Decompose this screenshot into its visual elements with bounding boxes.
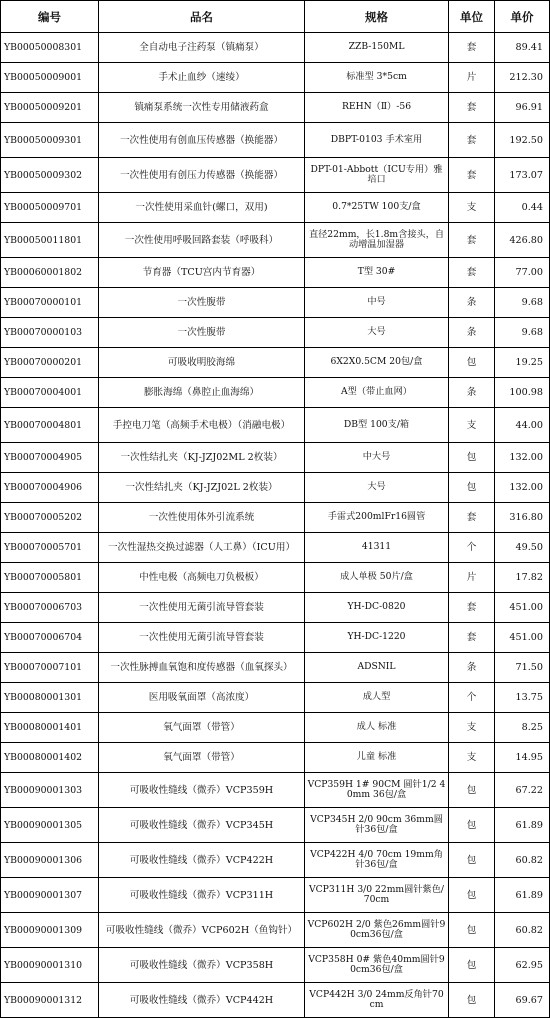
cell-unit: 套 [449, 503, 495, 533]
cell-price: 67.22 [495, 773, 550, 808]
cell-spec: 成人 标准 [305, 713, 449, 743]
cell-price: 132.00 [495, 473, 550, 503]
table-row [1, 443, 550, 473]
cell-name: 节育器（TCU宫内节育器） [99, 258, 305, 288]
cell-name: 可吸收性缝线（微乔）VCP422H [99, 843, 305, 878]
cell-code: YB00050009701 [1, 193, 99, 223]
cell-spec: A型（带止血网） [305, 378, 449, 408]
table-row [1, 123, 550, 158]
cell-unit: 包 [449, 773, 495, 808]
cell-spec: YH-DC-1220 [305, 623, 449, 653]
table-row [1, 378, 550, 408]
cell-code: YB00090001306 [1, 843, 99, 878]
cell-code: YB00060001802 [1, 258, 99, 288]
cell-price: 173.07 [495, 158, 550, 193]
cell-unit: 包 [449, 443, 495, 473]
table-row [1, 408, 550, 443]
cell-unit: 套 [449, 223, 495, 258]
header-code: 编号 [1, 1, 99, 33]
cell-name: 氧气面罩（带管） [99, 743, 305, 773]
cell-code: YB00070007101 [1, 653, 99, 683]
cell-unit: 片 [449, 63, 495, 93]
cell-name: 一次性结扎夹（KJ-JZJ02ML 2枚装） [99, 443, 305, 473]
table-row [1, 683, 550, 713]
cell-price: 17.82 [495, 563, 550, 593]
table-row [1, 713, 550, 743]
cell-unit: 套 [449, 623, 495, 653]
cell-code: YB00050008301 [1, 33, 99, 63]
cell-name: 可吸收性缝线（微乔）VCP359H [99, 773, 305, 808]
cell-spec: DBPT-0103 手术室用 [305, 123, 449, 158]
cell-unit: 套 [449, 158, 495, 193]
cell-price: 451.00 [495, 593, 550, 623]
table-body [1, 33, 550, 1018]
cell-name: 医用吸氧面罩（高浓度） [99, 683, 305, 713]
header-unit: 单位 [449, 1, 495, 33]
table-row [1, 913, 550, 948]
table-row [1, 653, 550, 683]
cell-unit: 包 [449, 473, 495, 503]
cell-price: 14.95 [495, 743, 550, 773]
cell-unit: 个 [449, 683, 495, 713]
cell-spec: 6X2X0.5CM 20包/盒 [305, 348, 449, 378]
cell-unit: 条 [449, 653, 495, 683]
cell-unit: 条 [449, 288, 495, 318]
cell-price: 96.91 [495, 93, 550, 123]
cell-unit: 套 [449, 93, 495, 123]
cell-unit: 支 [449, 408, 495, 443]
cell-price: 9.68 [495, 288, 550, 318]
cell-code: YB00080001401 [1, 713, 99, 743]
cell-spec: 大号 [305, 318, 449, 348]
cell-spec: VCP442H 3/0 24mm反角针70cm [305, 983, 449, 1018]
cell-name: 一次性腹带 [99, 288, 305, 318]
cell-spec: VCP602H 2/0 紫色26mm圆针90cm36包/盒 [305, 913, 449, 948]
table-row [1, 948, 550, 983]
cell-price: 44.00 [495, 408, 550, 443]
cell-spec: VCP359H 1# 90CM 圆针1/2 40mm 36包/盒 [305, 773, 449, 808]
cell-price: 89.41 [495, 33, 550, 63]
cell-spec: 直径22mm，长1.8m含接头，自动增温加湿器 [305, 223, 449, 258]
cell-price: 69.67 [495, 983, 550, 1018]
cell-unit: 包 [449, 948, 495, 983]
table-row [1, 258, 550, 288]
cell-spec: 41311 [305, 533, 449, 563]
cell-spec: 标准型 3*5cm [305, 63, 449, 93]
cell-name: 可吸收性缝线（微乔）VCP311H [99, 878, 305, 913]
cell-spec: DPT-01-Abbott（ICU专用）雅培口 [305, 158, 449, 193]
table-row [1, 158, 550, 193]
cell-name: 手控电刀笔（高频手术电极）（消融电极） [99, 408, 305, 443]
cell-code: YB00080001301 [1, 683, 99, 713]
cell-name: 一次性湿热交换过滤器（人工鼻）（ICU用） [99, 533, 305, 563]
cell-name: 镇痛泵系统一次性专用储液药盒 [99, 93, 305, 123]
cell-code: YB00070000103 [1, 318, 99, 348]
cell-spec: YH-DC-0820 [305, 593, 449, 623]
cell-code: YB00050011801 [1, 223, 99, 258]
cell-spec: VCP311H 3/0 22mm圆针紫色/70cm [305, 878, 449, 913]
cell-name: 一次性使用无菌引流导管套装 [99, 593, 305, 623]
cell-unit: 套 [449, 33, 495, 63]
table-row [1, 33, 550, 63]
cell-code: YB00090001305 [1, 808, 99, 843]
cell-price: 60.82 [495, 843, 550, 878]
table-row [1, 593, 550, 623]
cell-unit: 包 [449, 983, 495, 1018]
cell-unit: 包 [449, 348, 495, 378]
cell-code: YB00070004906 [1, 473, 99, 503]
table-row [1, 348, 550, 378]
table-row [1, 93, 550, 123]
cell-code: YB00050009201 [1, 93, 99, 123]
cell-code: YB00070006703 [1, 593, 99, 623]
cell-name: 可吸收性缝线（微乔）VCP442H [99, 983, 305, 1018]
cell-name: 一次性腹带 [99, 318, 305, 348]
cell-code: YB00070006704 [1, 623, 99, 653]
cell-code: YB00090001303 [1, 773, 99, 808]
cell-name: 一次性使用体外引流系统 [99, 503, 305, 533]
cell-unit: 套 [449, 593, 495, 623]
cell-code: YB00050009301 [1, 123, 99, 158]
cell-code: YB00070004801 [1, 408, 99, 443]
cell-code: YB00090001309 [1, 913, 99, 948]
cell-price: 60.82 [495, 913, 550, 948]
table-row [1, 193, 550, 223]
cell-name: 氧气面罩（带管） [99, 713, 305, 743]
cell-name: 一次性使用有创血压传感器（换能器） [99, 123, 305, 158]
table-row [1, 843, 550, 878]
cell-name: 一次性使用无菌引流导管套装 [99, 623, 305, 653]
cell-unit: 条 [449, 318, 495, 348]
cell-unit: 包 [449, 878, 495, 913]
table-row [1, 878, 550, 913]
cell-spec: VCP358H 0# 紫色40mm圆针90cm36包/盒 [305, 948, 449, 983]
cell-price: 316.80 [495, 503, 550, 533]
table-row [1, 288, 550, 318]
cell-price: 61.89 [495, 808, 550, 843]
cell-unit: 套 [449, 123, 495, 158]
cell-code: YB00070000201 [1, 348, 99, 378]
table-row [1, 223, 550, 258]
cell-name: 可吸收明胶海绵 [99, 348, 305, 378]
cell-code: YB00090001310 [1, 948, 99, 983]
cell-code: YB00070005801 [1, 563, 99, 593]
cell-spec: ZZB-150ML [305, 33, 449, 63]
cell-price: 13.75 [495, 683, 550, 713]
table-row [1, 533, 550, 563]
cell-spec: 0.7*25TW 100支/盒 [305, 193, 449, 223]
cell-code: YB00090001312 [1, 983, 99, 1018]
cell-price: 192.50 [495, 123, 550, 158]
cell-spec: 中大号 [305, 443, 449, 473]
cell-name: 中性电极（高频电刀负极板） [99, 563, 305, 593]
cell-spec: VCP422H 4/0 70cm 19mm角针36包/盒 [305, 843, 449, 878]
table-row [1, 983, 550, 1018]
cell-unit: 包 [449, 808, 495, 843]
cell-unit: 包 [449, 843, 495, 878]
cell-spec: 儿童 标准 [305, 743, 449, 773]
cell-unit: 个 [449, 533, 495, 563]
table-row [1, 318, 550, 348]
cell-price: 451.00 [495, 623, 550, 653]
cell-price: 212.30 [495, 63, 550, 93]
cell-price: 49.50 [495, 533, 550, 563]
cell-code: YB00070000101 [1, 288, 99, 318]
table-row [1, 63, 550, 93]
cell-unit: 包 [449, 913, 495, 948]
cell-unit: 支 [449, 743, 495, 773]
cell-spec: 成人型 [305, 683, 449, 713]
table-row [1, 743, 550, 773]
table-row [1, 773, 550, 808]
cell-code: YB00050009302 [1, 158, 99, 193]
cell-price: 19.25 [495, 348, 550, 378]
cell-code: YB00070004905 [1, 443, 99, 473]
header-price: 单价 [495, 1, 550, 33]
cell-name: 可吸收性缝线（微乔）VCP358H [99, 948, 305, 983]
cell-code: YB00070004001 [1, 378, 99, 408]
cell-name: 一次性结扎夹（KJ-JZJ02L 2枚装） [99, 473, 305, 503]
header-spec: 规格 [305, 1, 449, 33]
cell-price: 61.89 [495, 878, 550, 913]
cell-code: YB00070005701 [1, 533, 99, 563]
cell-spec: DB型 100支/箱 [305, 408, 449, 443]
cell-price: 100.98 [495, 378, 550, 408]
cell-spec: VCP345H 2/0 90cm 36mm圆针36包/盒 [305, 808, 449, 843]
cell-spec: ADSNIL [305, 653, 449, 683]
table-row [1, 808, 550, 843]
cell-spec: 大号 [305, 473, 449, 503]
cell-code: YB00070005202 [1, 503, 99, 533]
cell-code: YB00050009001 [1, 63, 99, 93]
cell-price: 132.00 [495, 443, 550, 473]
cell-price: 0.44 [495, 193, 550, 223]
cell-price: 9.68 [495, 318, 550, 348]
cell-unit: 支 [449, 713, 495, 743]
cell-spec: T型 30# [305, 258, 449, 288]
table-row [1, 623, 550, 653]
cell-spec: 手雷式200mlFr16圆管 [305, 503, 449, 533]
cell-price: 426.80 [495, 223, 550, 258]
cell-name: 一次性脉搏血氧饱和度传感器（血氧探头） [99, 653, 305, 683]
cell-unit: 支 [449, 193, 495, 223]
cell-name: 手术止血纱（速绫） [99, 63, 305, 93]
header-row [1, 1, 550, 33]
cell-name: 可吸收性缝线（微乔）VCP602H（鱼钩针） [99, 913, 305, 948]
cell-name: 可吸收性缝线（微乔）VCP345H [99, 808, 305, 843]
cell-name: 一次性使用呼吸回路套装（呼吸科） [99, 223, 305, 258]
cell-price: 8.25 [495, 713, 550, 743]
cell-code: YB00080001402 [1, 743, 99, 773]
cell-spec: 成人单极 50片/盒 [305, 563, 449, 593]
cell-spec: 中号 [305, 288, 449, 318]
cell-unit: 条 [449, 378, 495, 408]
cell-name: 膨胀海绵（鼻腔止血海绵） [99, 378, 305, 408]
table-row [1, 563, 550, 593]
table-row [1, 473, 550, 503]
cell-spec: REHN（Ⅱ）-56 [305, 93, 449, 123]
header-name: 品名 [99, 1, 305, 33]
cell-name: 一次性使用有创压力传感器（换能器） [99, 158, 305, 193]
cell-unit: 套 [449, 258, 495, 288]
cell-name: 一次性使用采血针(螺口，双用) [99, 193, 305, 223]
cell-unit: 片 [449, 563, 495, 593]
cell-price: 71.50 [495, 653, 550, 683]
cell-price: 62.95 [495, 948, 550, 983]
cell-code: YB00090001307 [1, 878, 99, 913]
cell-price: 77.00 [495, 258, 550, 288]
cell-name: 全自动电子注药泵（镇痛泵） [99, 33, 305, 63]
table-row [1, 503, 550, 533]
